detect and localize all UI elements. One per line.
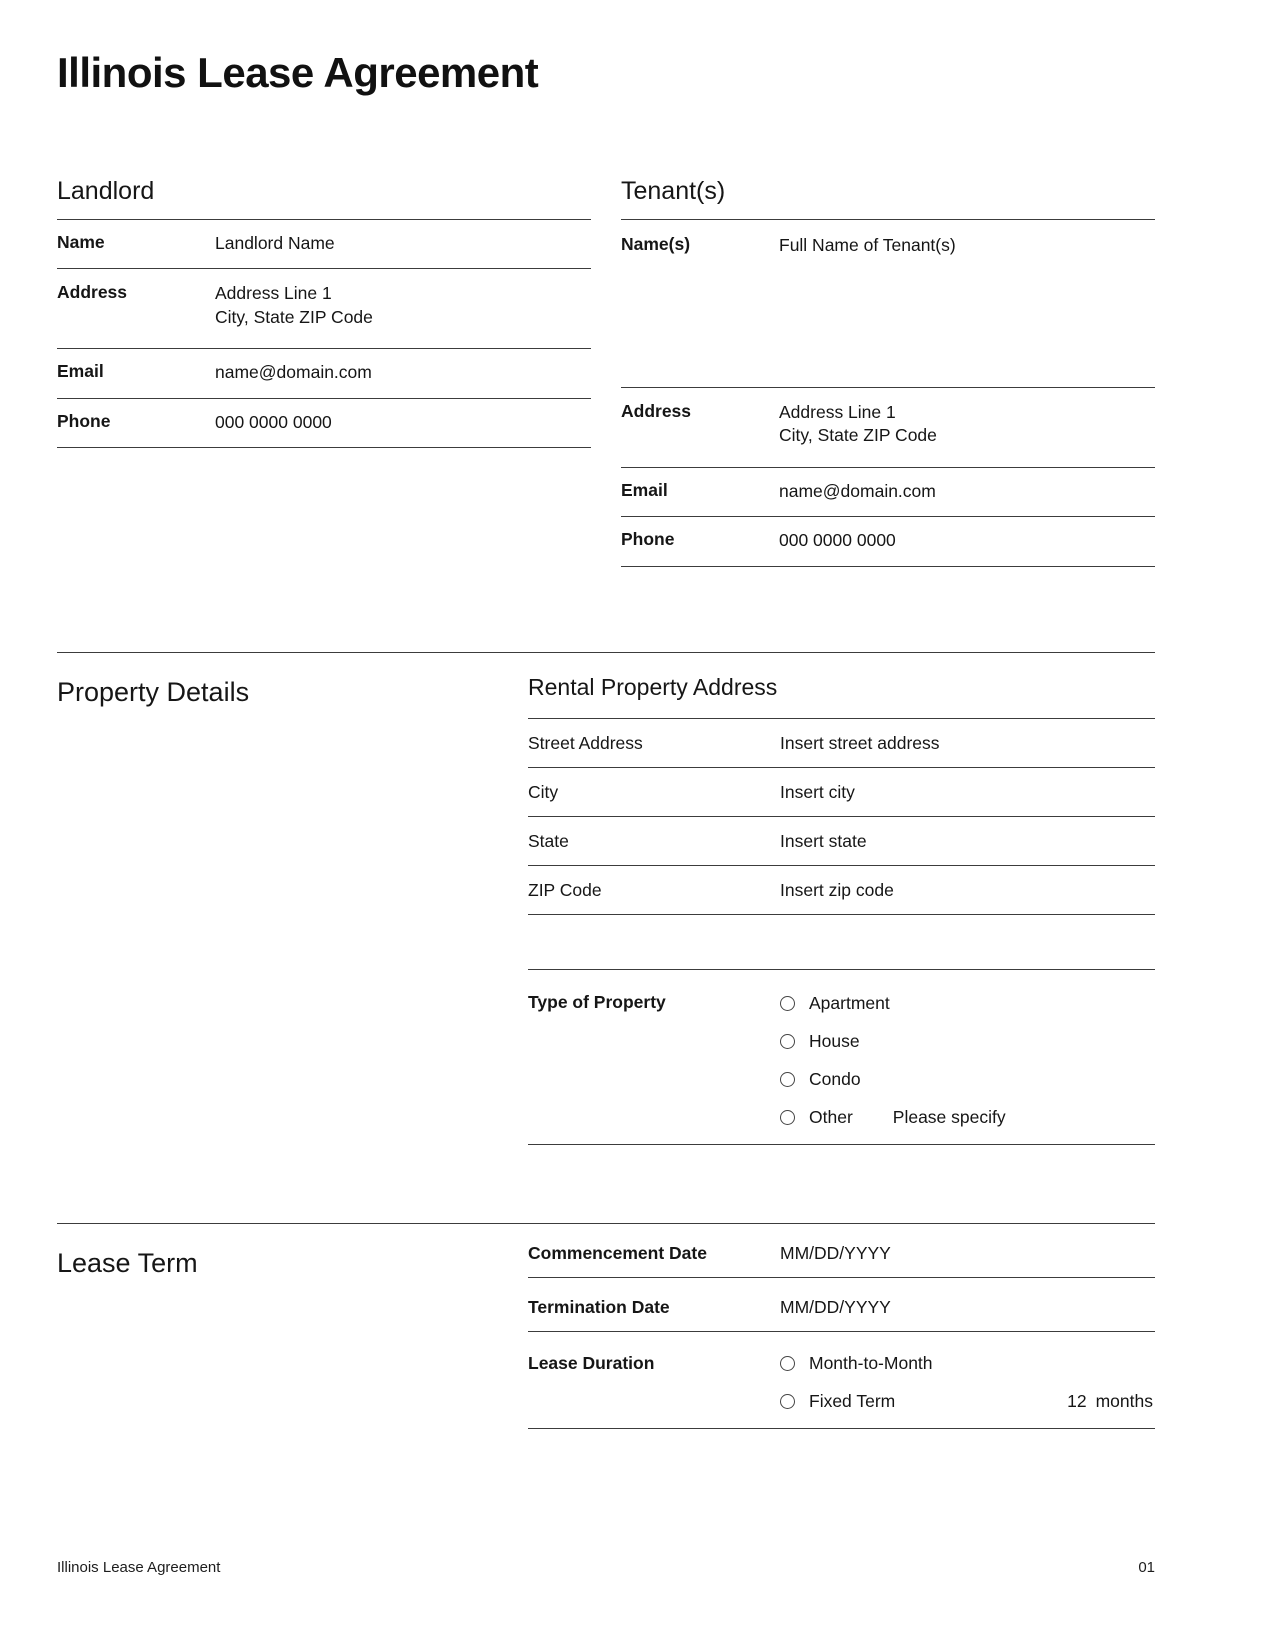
option-other-label: Other <box>809 1106 853 1127</box>
option-house-label: House <box>809 1030 860 1051</box>
radio-condo-icon[interactable] <box>780 1072 795 1087</box>
tenant-email-row <box>621 468 1155 517</box>
termination-date-label: Termination Date <box>528 1297 670 1318</box>
option-apartment[interactable] <box>780 984 1155 1022</box>
lease-duration-options <box>780 1344 1155 1420</box>
tenant-email-value[interactable]: name@domain.com <box>779 481 936 502</box>
landlord-address-label: Address <box>57 282 128 303</box>
city-value[interactable]: Insert city <box>780 782 855 803</box>
option-condo[interactable] <box>780 1060 1155 1098</box>
lease-term-section <box>57 1224 1155 1429</box>
commencement-date-row <box>528 1224 1155 1278</box>
landlord-heading: Landlord <box>57 176 591 220</box>
tenant-email-label: Email <box>621 480 668 501</box>
property-fields-area <box>528 653 1155 1146</box>
property-type-options <box>780 984 1155 1136</box>
option-fixed-term-label: Fixed Term <box>809 1390 896 1411</box>
zip-code-label: ZIP Code <box>528 880 602 901</box>
tenant-names-row <box>621 220 1155 388</box>
option-fixed-term[interactable] <box>780 1382 1155 1420</box>
radio-other-icon[interactable] <box>780 1110 795 1125</box>
rental-address-subheading: Rental Property Address <box>528 653 1155 720</box>
lease-fields-area <box>528 1224 1155 1429</box>
termination-date-value[interactable]: MM/DD/YYYY <box>780 1297 891 1318</box>
tenant-address-line2[interactable]: City, State ZIP Code <box>779 425 937 446</box>
landlord-email-value[interactable]: name@domain.com <box>215 362 372 383</box>
parties-section <box>57 176 1155 566</box>
tenant-phone-row <box>621 517 1155 566</box>
other-specify-hint[interactable]: Please specify <box>892 1106 1006 1127</box>
tenant-address-line1[interactable]: Address Line 1 <box>779 402 896 423</box>
landlord-email-row <box>57 349 591 398</box>
type-of-property-label: Type of Property <box>528 992 666 1013</box>
landlord-phone-value[interactable]: 000 0000 0000 <box>215 411 332 432</box>
tenant-names-value[interactable]: Full Name of Tenant(s) <box>779 235 956 256</box>
landlord-address-line1[interactable]: Address Line 1 <box>215 283 332 304</box>
street-address-row <box>528 719 1155 768</box>
fixed-term-months-value[interactable]: 12 <box>1067 1390 1087 1411</box>
option-apartment-label: Apartment <box>809 992 890 1013</box>
tenant-phone-label: Phone <box>621 529 675 550</box>
landlord-name-label: Name <box>57 232 105 253</box>
tenant-heading: Tenant(s) <box>621 176 1155 220</box>
street-address-value[interactable]: Insert street address <box>780 733 940 754</box>
option-condo-label: Condo <box>809 1068 861 1089</box>
termination-date-row <box>528 1278 1155 1332</box>
landlord-address-value[interactable] <box>215 282 373 328</box>
property-section <box>57 653 1155 1146</box>
property-heading-area <box>57 653 528 1146</box>
page-title: Illinois Lease Agreement <box>57 49 539 96</box>
landlord-email-label: Email <box>57 361 104 382</box>
zip-code-row <box>528 866 1155 915</box>
landlord-section <box>57 176 591 566</box>
landlord-name-value[interactable]: Landlord Name <box>215 233 335 254</box>
lease-heading-area <box>57 1224 528 1429</box>
page-footer <box>57 1559 1155 1577</box>
tenant-address-label: Address <box>621 401 692 422</box>
city-row <box>528 768 1155 817</box>
option-month-to-month[interactable] <box>780 1344 1155 1382</box>
radio-month-to-month-icon[interactable] <box>780 1356 795 1371</box>
tenant-address-value[interactable] <box>779 401 937 447</box>
state-value[interactable]: Insert state <box>780 831 867 852</box>
radio-house-icon[interactable] <box>780 1034 795 1049</box>
tenant-phone-value[interactable]: 000 0000 0000 <box>779 530 896 551</box>
fixed-term-length <box>1067 1391 1155 1412</box>
footer-document-name: Illinois Lease Agreement <box>57 1559 221 1577</box>
property-heading: Property Details <box>57 676 250 707</box>
street-address-label: Street Address <box>528 733 643 754</box>
footer-page-number: 01 <box>1138 1559 1155 1577</box>
tenant-section <box>621 176 1155 566</box>
lease-duration-label: Lease Duration <box>528 1353 655 1374</box>
commencement-date-value[interactable]: MM/DD/YYYY <box>780 1243 891 1264</box>
option-month-to-month-label: Month-to-Month <box>809 1352 933 1373</box>
zip-code-value[interactable]: Insert zip code <box>780 880 894 901</box>
city-label: City <box>528 782 559 803</box>
lease-term-heading: Lease Term <box>57 1248 198 1279</box>
landlord-address-row <box>57 269 591 349</box>
option-house[interactable] <box>780 1022 1155 1060</box>
state-label: State <box>528 831 569 852</box>
radio-fixed-term-icon[interactable] <box>780 1394 795 1409</box>
radio-apartment-icon[interactable] <box>780 996 795 1011</box>
landlord-name-row <box>57 220 591 269</box>
commencement-date-label: Commencement Date <box>528 1243 707 1264</box>
landlord-phone-label: Phone <box>57 410 111 431</box>
landlord-phone-row <box>57 399 591 448</box>
type-of-property-row <box>528 969 1155 1145</box>
landlord-address-line2[interactable]: City, State ZIP Code <box>215 306 373 327</box>
state-row <box>528 817 1155 866</box>
lease-duration-row <box>528 1332 1155 1429</box>
fixed-term-months-unit: months <box>1095 1390 1153 1411</box>
tenant-names-label: Name(s) <box>621 234 691 255</box>
tenant-address-row <box>621 388 1155 468</box>
option-other[interactable] <box>780 1098 1155 1136</box>
